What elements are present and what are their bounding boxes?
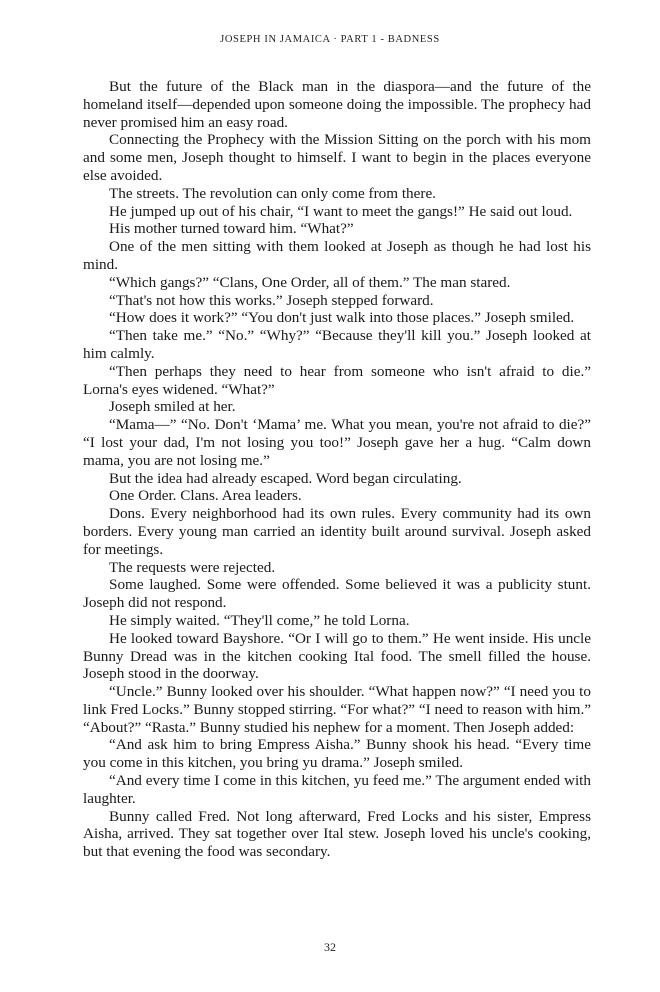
paragraph: Some laughed. Some were offended. Some believed it was a publicity stunt. Joseph did not respond. <box>83 576 591 612</box>
paragraph: One of the men sitting with them looked at Joseph as though he had lost his mind. <box>83 238 591 273</box>
paragraph: “Uncle.” Bunny looked over his shoulder. “What happen now?” “I need you to link Fred Locks.” Bunny stopped stirring. “For what?” “I need to reason with him.” “About?” “Rasta.” Bunny studied his nephew for a moment. Then Joseph added: <box>83 683 591 736</box>
paragraph: He simply waited. “They'll come,” he told Lorna. <box>109 611 410 629</box>
paragraph: Joseph smiled at her. <box>109 398 236 416</box>
paragraph: “Then perhaps they need to hear from someone who isn't afraid to die.” Lorna's eyes widened. “What?” <box>83 362 591 398</box>
paragraph: “And every time I come in this kitchen, yu feed me.” The argument ended with laughter. <box>83 772 591 807</box>
paragraph: Bunny called Fred. Not long afterward, Fred Locks and his sister, Empress Aisha, arrived. They sat together over Ital stew. Joseph loved his uncle's cooking, but that evening the food was secondary. <box>83 807 591 861</box>
paragraph: But the idea had already escaped. Word began circulating. <box>109 469 462 487</box>
paragraph: Dons. Every neighborhood had its own rules. Every community had its own borders. Every young man carried an identity built around survival. Joseph asked for meetings. <box>83 505 591 558</box>
paragraph: “How does it work?” “You don't just walk into those places.” Joseph smiled. <box>109 309 575 327</box>
paragraph: Connecting the Prophecy with the Mission Sitting on the porch with his mom and some men, Joseph thought to himself. I want to begin in the places everyone else avoided. <box>83 131 591 184</box>
page-number: 32 <box>324 940 336 954</box>
paragraph: He looked toward Bayshore. “Or I will go to them.” He went inside. His uncle Bunny Dread was in the kitchen cooking Ital food. The smell filled the house. Joseph stood in the doorway. <box>83 629 591 683</box>
paragraph: His mother turned toward him. “What?” <box>109 220 354 238</box>
paragraph: One Order. Clans. Area leaders. <box>109 487 302 505</box>
paragraph: But the future of the Black man in the diaspora—and the future of the homeland itself—depended upon someone doing the impossible. The prophecy had never promised him an easy road. <box>83 78 591 131</box>
paragraph: “Mama—” “No. Don't ‘Mama’ me. What you mean, you're not afraid to die?” “I lost your dad, I'm not losing you too!” Joseph gave her a hug. “Calm down mama, you are not losing me.” <box>83 416 591 469</box>
paragraph: “That's not how this works.” Joseph stepped forward. <box>109 291 434 309</box>
paragraph: “Then take me.” “No.” “Why?” “Because they'll kill you.” Joseph looked at him calmly. <box>83 327 591 362</box>
body-text <box>83 78 591 861</box>
paragraph: “Which gangs?” “Clans, One Order, all of them.” The man stared. <box>109 273 511 291</box>
paragraph: He jumped up out of his chair, “I want to meet the gangs!” He said out loud. <box>109 202 573 220</box>
paragraph: The requests were rejected. <box>109 558 276 576</box>
paragraph: The streets. The revolution can only come from there. <box>109 184 436 202</box>
paragraph: “And ask him to bring Empress Aisha.” Bunny shook his head. “Every time you come in this kitchen, you bring yu drama.” Joseph smiled. <box>83 736 591 772</box>
running-head: JOSEPH IN JAMAICA · PART 1 - BADNESS <box>220 34 440 45</box>
